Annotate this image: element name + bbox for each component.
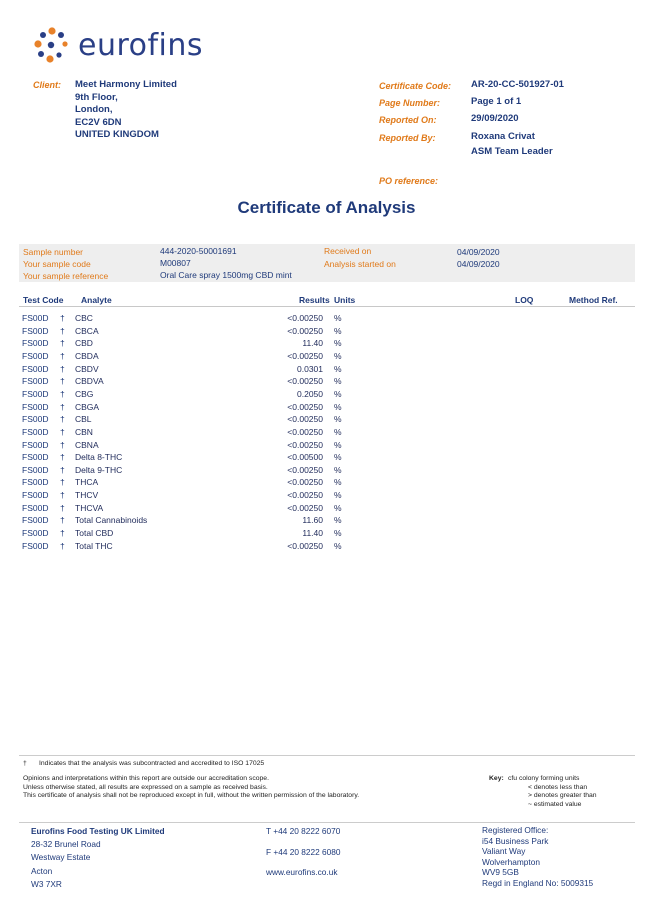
analyte-name: CBD — [75, 338, 93, 349]
table-row — [0, 326, 653, 339]
result-unit: % — [334, 502, 342, 513]
test-code: FS00D — [22, 490, 49, 501]
result-value: <0.00250 — [287, 401, 323, 412]
reported-by-label: Reported By: — [379, 133, 436, 143]
address-line: 28-32 Brunel Road — [31, 839, 101, 850]
analyte-name: Total CBD — [75, 528, 114, 539]
test-code: FS00D — [22, 540, 49, 551]
company-name: Eurofins Food Testing UK Limited — [31, 826, 165, 836]
test-code: FS00D — [22, 515, 49, 526]
sample-code-label: Your sample code — [23, 259, 91, 269]
logo-text: eurofins — [78, 28, 204, 63]
result-value: <0.00500 — [287, 452, 323, 463]
client-line: UNITED KINGDOM — [75, 129, 159, 140]
reported-on-label: Reported On: — [379, 115, 437, 125]
subcontract-mark: † — [60, 426, 65, 437]
footer-divider — [19, 822, 635, 823]
website-link[interactable]: www.eurofins.co.uk — [266, 867, 338, 877]
subcontract-mark: † — [60, 401, 65, 412]
test-code: FS00D — [22, 325, 49, 336]
analyte-name: CBN — [75, 426, 93, 437]
address-line: Acton — [31, 865, 53, 876]
analysis-started-label: Analysis started on — [324, 259, 396, 269]
header-test-code: Test Code — [23, 295, 64, 305]
result-unit: % — [334, 477, 342, 488]
table-row — [0, 477, 653, 490]
analyte-name: CBGA — [75, 401, 100, 412]
result-unit: % — [334, 388, 342, 399]
result-value: 0.0301 — [297, 363, 323, 374]
client-line: London, — [75, 104, 113, 115]
dagger-symbol: † — [23, 760, 27, 767]
test-code: FS00D — [22, 452, 49, 463]
received-label: Received on — [324, 246, 372, 256]
header-method: Method Ref. — [569, 295, 618, 305]
table-row — [0, 515, 653, 528]
subcontract-mark: † — [60, 464, 65, 475]
result-value: <0.00250 — [287, 376, 323, 387]
result-value: <0.00250 — [287, 540, 323, 551]
test-code: FS00D — [22, 502, 49, 513]
subcontract-mark: † — [60, 414, 65, 425]
test-code: FS00D — [22, 426, 49, 437]
result-unit: % — [334, 313, 342, 323]
disclaimer-line: This certificate of analysis shall not be reproduced except in full, without the written permission of the laboratory. — [23, 792, 360, 800]
table-row — [0, 528, 653, 541]
company-address — [31, 825, 165, 891]
result-value: 11.60 — [302, 515, 323, 526]
test-code: FS00D — [22, 338, 49, 349]
page-number: Page 1 of 1 — [471, 96, 522, 107]
subcontract-mark: † — [60, 540, 65, 551]
eurofins-logo — [32, 26, 204, 66]
result-unit: % — [334, 414, 342, 425]
sample-reference-label: Your sample reference — [23, 271, 109, 281]
subcontract-mark: † — [60, 376, 65, 387]
analyte-name: Total THC — [75, 540, 113, 551]
result-unit: % — [334, 528, 342, 539]
subcontract-mark: † — [60, 350, 65, 361]
document-title: Certificate of Analysis — [237, 198, 416, 217]
result-unit: % — [334, 515, 342, 526]
table-row — [0, 402, 653, 415]
result-unit: % — [334, 439, 342, 450]
subcontract-mark: † — [60, 439, 65, 450]
received-date: 04/09/2020 — [457, 247, 500, 257]
result-unit: % — [334, 376, 342, 387]
subcontract-mark: † — [60, 452, 65, 463]
header-results: Results — [299, 295, 330, 305]
test-code: FS00D — [22, 401, 49, 412]
result-value: <0.00250 — [287, 439, 323, 450]
table-row — [0, 503, 653, 516]
table-row — [0, 364, 653, 377]
test-code: FS00D — [22, 350, 49, 361]
result-value: <0.00250 — [287, 325, 323, 336]
table-row — [0, 427, 653, 440]
subcontract-mark: † — [60, 338, 65, 349]
header-loq: LOQ — [515, 295, 534, 305]
subcontract-mark: † — [60, 502, 65, 513]
registered-line: Valiant Way — [482, 846, 526, 857]
table-row — [0, 452, 653, 465]
analysis-started-date: 04/09/2020 — [457, 259, 500, 269]
result-value: <0.00250 — [287, 350, 323, 361]
subcontract-mark: † — [60, 477, 65, 488]
reported-by-role: ASM Team Leader — [471, 146, 553, 157]
analyte-name: THCA — [75, 477, 99, 488]
analyte-name: THCV — [75, 490, 99, 501]
address-line: W3 7XR — [31, 878, 62, 889]
registered-line: i54 Business Park — [482, 835, 549, 846]
test-code: FS00D — [22, 528, 49, 539]
result-value: 11.40 — [302, 338, 323, 349]
header-divider — [19, 306, 635, 307]
footnote-divider — [19, 755, 635, 756]
sample-code: M00807 — [160, 258, 191, 268]
result-value: <0.00250 — [287, 490, 323, 501]
test-code: FS00D — [22, 439, 49, 450]
result-unit: % — [334, 540, 342, 551]
key-item: cfu colony forming units — [508, 775, 580, 782]
result-unit: % — [334, 490, 342, 501]
subcontract-mark: † — [60, 313, 65, 323]
dagger-note: Indicates that the analysis was subcontracted and accredited to ISO 17025 — [39, 760, 265, 767]
subcontract-mark: † — [60, 515, 65, 526]
client-line: 9th Floor, — [75, 91, 118, 103]
table-row — [0, 440, 653, 453]
client-line: Meet Harmony Limited — [75, 79, 177, 90]
registered-line: Wolverhampton — [482, 856, 540, 867]
analyte-name: CBDVA — [75, 376, 104, 387]
analyte-name: CBDV — [75, 363, 99, 374]
key-item: ~ estimated value — [528, 800, 582, 808]
sample-number: 444-2020-50001691 — [160, 246, 237, 256]
analyte-name: CBC — [75, 313, 93, 323]
result-value: <0.00250 — [287, 313, 323, 323]
registered-line: Regd in England No: 5009315 — [482, 877, 594, 888]
table-row — [0, 351, 653, 364]
header-analyte: Analyte — [81, 295, 112, 305]
analyte-name: CBL — [75, 414, 92, 425]
certificate-code: AR-20-CC-501927-01 — [471, 79, 564, 90]
key-item: > denotes greater than — [528, 792, 597, 800]
registered-office — [482, 825, 593, 889]
phone-number: T +44 20 8222 6070 — [266, 826, 341, 836]
result-unit: % — [334, 325, 342, 336]
sample-number-label: Sample number — [23, 247, 84, 257]
analyte-name: Delta 8-THC — [75, 452, 123, 463]
analyte-name: CBDA — [75, 350, 99, 361]
analyte-name: THCVA — [75, 502, 104, 513]
result-value: <0.00250 — [287, 414, 323, 425]
disclaimer-line: Unless otherwise stated, all results are expressed on a sample as received basis. — [23, 783, 268, 791]
result-value: <0.00250 — [287, 477, 323, 488]
table-row — [0, 389, 653, 402]
table-row — [0, 313, 653, 326]
reported-by: Roxana Crivat — [471, 131, 535, 142]
key-list — [508, 775, 597, 809]
po-reference-label: PO reference: — [379, 176, 439, 186]
result-value: 11.40 — [302, 528, 323, 539]
table-row — [0, 541, 653, 554]
test-code: FS00D — [22, 464, 49, 475]
subcontract-mark: † — [60, 490, 65, 501]
result-value: <0.00250 — [287, 502, 323, 513]
client-label: Client: — [33, 80, 61, 90]
table-row — [0, 376, 653, 389]
test-code: FS00D — [22, 363, 49, 374]
client-line: EC2V 6DN — [75, 116, 122, 128]
certificate-code-label: Certificate Code: — [379, 81, 452, 91]
result-unit: % — [334, 426, 342, 437]
reported-on: 29/09/2020 — [471, 113, 519, 124]
registered-line: WV9 5GB — [482, 867, 519, 878]
sample-reference: Oral Care spray 1500mg CBD mint — [160, 270, 292, 280]
result-value: 0.2050 — [297, 388, 323, 399]
result-unit: % — [334, 338, 342, 349]
subcontract-mark: † — [60, 325, 65, 336]
registered-line: Registered Office: — [482, 825, 549, 835]
key-item: < denotes less than — [528, 783, 588, 791]
result-value: <0.00250 — [287, 426, 323, 437]
header-units: Units — [334, 295, 356, 305]
client-address — [75, 79, 177, 142]
analyte-name: Total Cannabinoids — [75, 515, 148, 526]
fax-number: F +44 20 8222 6080 — [266, 847, 341, 857]
key-label: Key: — [489, 775, 504, 782]
analyte-name: CBNA — [75, 439, 99, 450]
test-code: FS00D — [22, 376, 49, 387]
table-row — [0, 490, 653, 503]
subcontract-mark: † — [60, 388, 65, 399]
eurofins-dots-icon — [32, 26, 72, 66]
page-number-label: Page Number: — [379, 98, 441, 108]
analyte-name: CBCA — [75, 325, 99, 336]
test-code: FS00D — [22, 388, 49, 399]
test-code: FS00D — [22, 313, 49, 323]
result-unit: % — [334, 452, 342, 463]
analyte-name: CBG — [75, 388, 94, 399]
table-row — [0, 338, 653, 351]
subcontract-mark: † — [60, 528, 65, 539]
test-code: FS00D — [22, 477, 49, 488]
result-unit: % — [334, 350, 342, 361]
disclaimer — [23, 775, 359, 801]
disclaimer-line: Opinions and interpretations within this report are outside our accreditation scope. — [23, 775, 269, 782]
table-row — [0, 465, 653, 478]
result-unit: % — [334, 464, 342, 475]
table-row — [0, 414, 653, 427]
test-code: FS00D — [22, 414, 49, 425]
result-unit: % — [334, 401, 342, 412]
result-value: <0.00250 — [287, 464, 323, 475]
address-line: Westway Estate — [31, 852, 91, 863]
result-unit: % — [334, 363, 342, 374]
analyte-name: Delta 9-THC — [75, 464, 123, 475]
subcontract-mark: † — [60, 363, 65, 374]
